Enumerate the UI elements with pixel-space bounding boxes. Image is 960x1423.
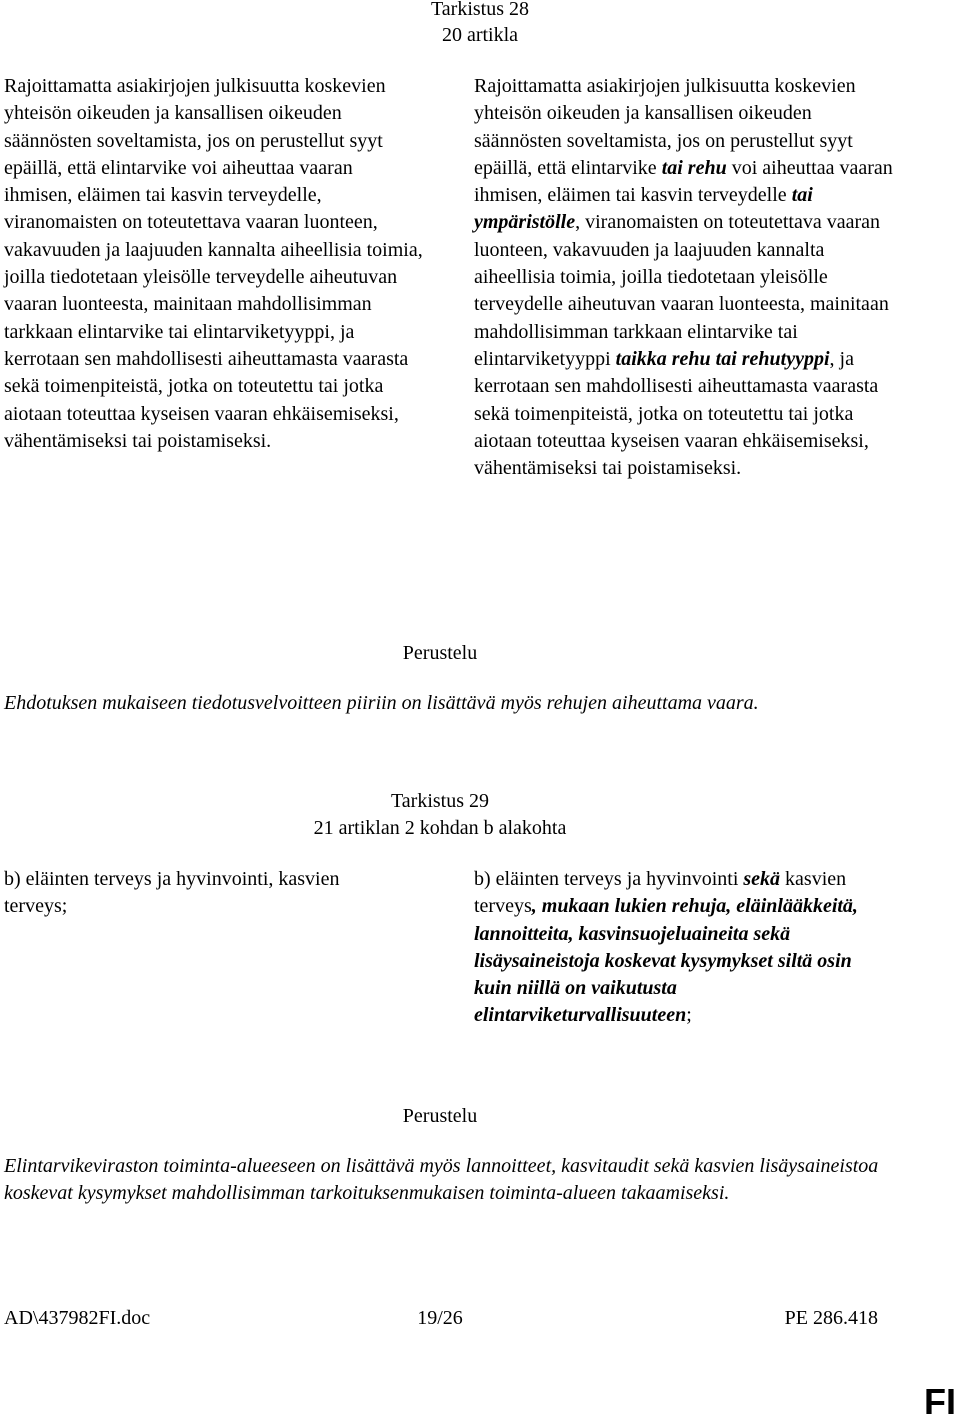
- amendment-28-original-text: Rajoittamatta asiakirjojen julkisuutta koskevien yhteisön oikeuden ja kansallisen oikeuden säännösten soveltamista, jos on perustellut syyt epäillä, että elintarvike voi aiheuttaa vaaran ihmisen, eläimen tai kasvin terveydelle, viranomaisten on toteutettava vaaran luonteen, vakavuuden ja laajuuden kannalta aiheellisia toimia, joilla tiedotetaan yleisölle terveydelle aiheutuvan vaaran luonteesta, mainitaan mahdollisimman tarkkaan elintarvike tai elintarviketyyppi, ja kerrotaan sen mahdollisesti aiheuttamasta vaarasta sekä toimenpiteistä, jotka on toteutettu tai jotka aiotaan toteuttaa kyseisen vaaran ehkäisemiseksi, vähentämiseksi tai poistamiseksi.: [4, 75, 423, 452]
- inserted-text: tai rehu: [661, 156, 727, 179]
- inserted-text: tai ympäristölle: [474, 184, 813, 234]
- text-segment: Rajoittamatta asiakirjojen julkisuutta koskevien yhteisön oikeuden ja kansallisen oikeuden säännösten soveltamista, jos on perustellut syyt epäillä, että elintarvike: [474, 75, 856, 179]
- footer-pe-ref: PE 286.418: [784, 1307, 878, 1329]
- text-segment: , viranomaisten on toteutettava vaaran luonteen, vakavuuden ja laajuuden kannalta aiheellisia toimia, joilla tiedotetaan yleisölle terveydelle aiheutuvan vaaran luonteesta, mainitaan mahdollisimman tarkkaan elintarvike tai elintarviketyyppi: [474, 211, 889, 370]
- amendment-29-original-text: b) eläinten terveys ja hyvinvointi, kasvien terveys;: [4, 868, 340, 918]
- text-segment: , ja kerrotaan sen mahdollisesti aiheuttamasta vaarasta sekä toimenpiteistä, jotka on toteutettu tai jotka aiotaan toteuttaa kyseisen vaaran ehkäisemiseksi, vähentämiseksi tai poistamiseksi.: [474, 347, 879, 480]
- amendment-29-title: Tarkistus 29: [390, 790, 490, 812]
- language-code: FI: [924, 1381, 956, 1422]
- text-segment: kasvien terveys: [474, 868, 847, 918]
- inserted-text: sekä: [743, 868, 781, 890]
- amendment-29-article: 21 artiklan 2 kohdan b alakohta: [313, 817, 567, 839]
- justification-heading: Perustelu: [402, 642, 478, 664]
- justification-text: Ehdotuksen mukaiseen tiedotusvelvoitteen piiriin on lisättävä myös rehujen aiheuttama vaara.: [4, 692, 759, 714]
- inserted-text: , mukaan lukien rehuja, eläinlääkkeitä, lannoitteita, kasvinsuojeluaineita sekä lisäysaineistoja koskevat kysymykset siltä osin kuin niillä on vaikutusta elintarviketurvallisuuteen: [474, 895, 858, 1027]
- text-segment: ;: [686, 1004, 692, 1027]
- footer-page-number: 19/26: [417, 1307, 463, 1329]
- amendment-28-amended-text: [474, 73, 904, 482]
- text-segment: voi aiheuttaa vaaran ihmisen, eläimen tai kasvin terveydelle: [474, 156, 893, 207]
- justification-text: Elintarvikeviraston toiminta-alueeseen on lisättävä myös lannoitteet, kasvitaudit sekä kasvien lisäysaineistoa koskevat kysymykset mahdollisimman tarkoituksenmukaisen toiminta-alueen takaamiseksi.: [4, 1155, 879, 1205]
- amendment-28-article: 20 artikla: [441, 24, 519, 46]
- text-segment: b) eläinten terveys ja hyvinvointi: [474, 868, 744, 890]
- inserted-text: taikka rehu tai rehutyyppi: [615, 347, 830, 370]
- footer-doc-ref: AD\437982FI.doc: [4, 1307, 151, 1329]
- justification-heading: Perustelu: [402, 1105, 478, 1127]
- amendment-29-amended-text: [474, 866, 884, 1030]
- amendment-28-title: Tarkistus 28: [430, 0, 530, 20]
